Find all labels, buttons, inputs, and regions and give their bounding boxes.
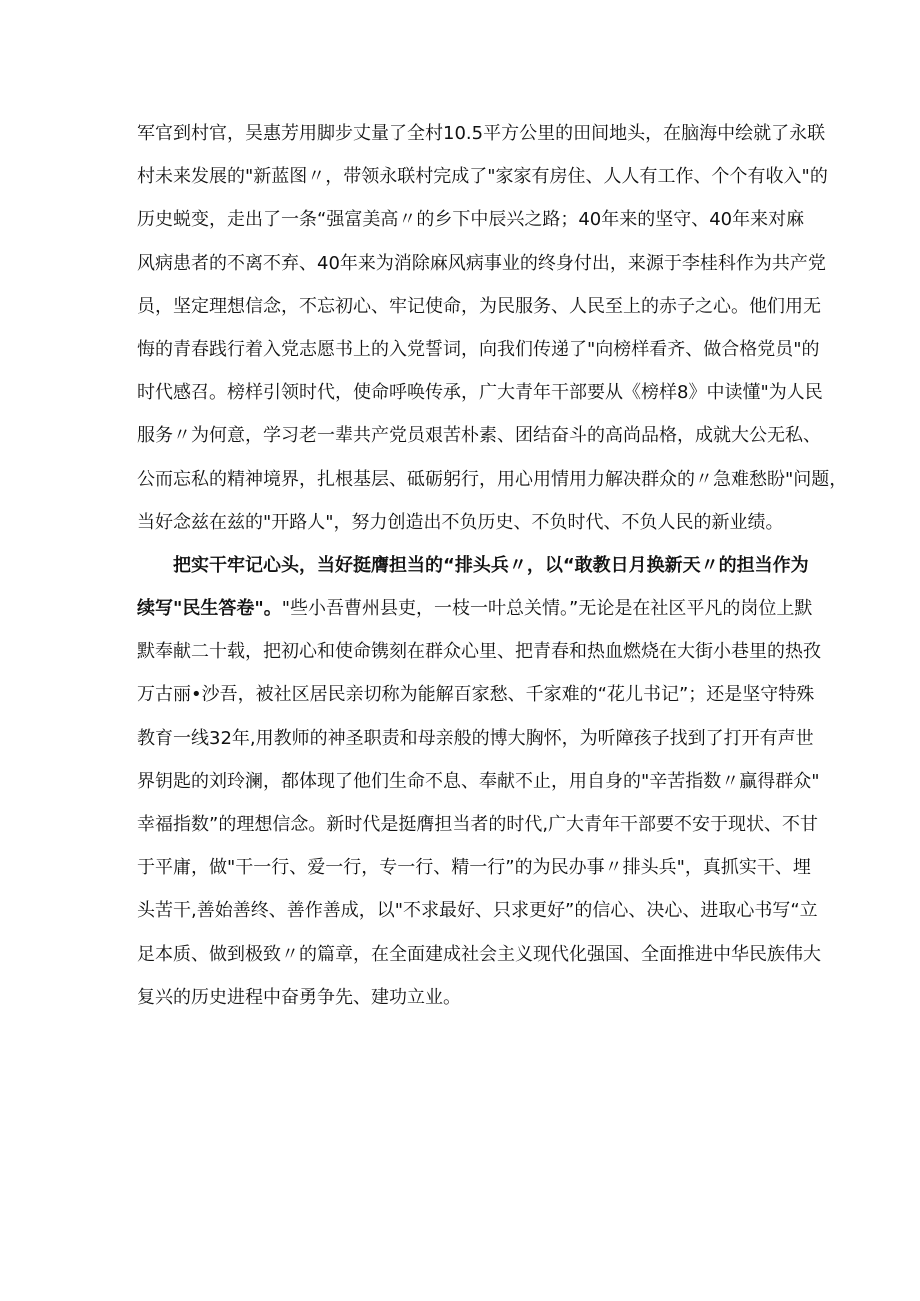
paragraph-1 — [137, 112, 848, 544]
paragraph-heading: 把实干牢记心头，当好挺膺担当的“排头兵〃，以“敢教日月换新天〃的担当作为 — [173, 554, 809, 576]
text-line: 军官到村官，吴惠芳用脚步丈量了全村10.5平方公里的田间地头，在脑海中绘就了永联 — [137, 123, 826, 144]
text-line: 界钥匙的刘玲澜，都体现了他们生命不息、奉献不止，用自身的"辛苦指数〃赢得群众" — [137, 770, 820, 792]
text-line: 时代感召。榜样引领时代，使命呼唤传承，广大青年干部要从《榜样8》中读懂"为人民 — [137, 382, 823, 404]
quote-text: "些小吾曹州县吏，一枝一叶总关情。”无论是在社区平凡的岗位上默 — [281, 598, 813, 620]
text-line: 教育一线32年,用教师的神圣职责和母亲般的博大胸怀，为听障孩子找到了打开有声世 — [137, 727, 814, 749]
text-line: 于平庸，做"干一行、爱一行，专一行、精一行”的为民办事〃排头兵"，真抓实干、埋 — [137, 857, 811, 879]
text-line: 幸福指数”的理想信念。新时代是挺膺担当者的时代,广大青年干部要不安于现状、不甘 — [137, 814, 819, 835]
text-line: 当好念兹在兹的"开路人"，努力创造出不负历史、不负时代、不负人民的新业绩。 — [137, 511, 784, 533]
text-line: 村未来发展的"新蓝图〃，带领永联村完成了"家家有房住、人人有工作、个个有收入"的 — [137, 166, 828, 188]
text-line: 复兴的历史进程中奋勇争先、建功立业。 — [137, 986, 461, 1008]
text-line: 服务〃为何意，学习老一辈共产党员艰苦朴素、团结奋斗的高尚品格，成就大公无私、 — [137, 425, 821, 447]
text-line: 足本质、做到极致〃的篇章，在全面建成社会主义现代化强国、全面推进中华民族伟大 — [137, 943, 821, 965]
text-line: 头苦干,善始善终、善作善成，以"不求最好、只求更好”的信心、决心、进取心书写“立 — [137, 900, 818, 922]
text-line: 历史蜕变，走出了一条“强富美高〃的乡下中辰兴之路；40年来的坚守、40年来对麻 — [137, 209, 805, 231]
text-line: 悔的青春践行着入党志愿书上的入党誓词，向我们传递了"向榜样看齐、做合格党员"的 — [137, 338, 820, 360]
text-line: 公而忘私的精神境界，扎根基层、砥砺躬行，用心用情用力解决群众的〃急难愁盼"问题， — [137, 468, 848, 490]
paragraph-heading-end: 续写"民生答卷"。 — [137, 598, 282, 620]
document-body — [137, 112, 848, 1019]
text-line: 万古丽•沙吾，被社区居民亲切称为能解百家愁、千家难的“花儿书记”；还是坚守特殊 — [137, 684, 815, 706]
text-line: 默奉献二十载，把初心和使命镌刻在群众心里、把青春和热血燃烧在大街小巷里的热孜 — [137, 641, 821, 663]
text-line: 风病患者的不离不弃、40年来为消除麻风病事业的终身付出，来源于李桂科作为共产党 — [137, 252, 826, 274]
paragraph-2 — [137, 544, 821, 1019]
text-line — [137, 587, 813, 630]
text-line: 员，坚定理想信念，不忘初心、牢记使命，为民服务、人民至上的赤子之心。他们用无 — [137, 295, 821, 317]
